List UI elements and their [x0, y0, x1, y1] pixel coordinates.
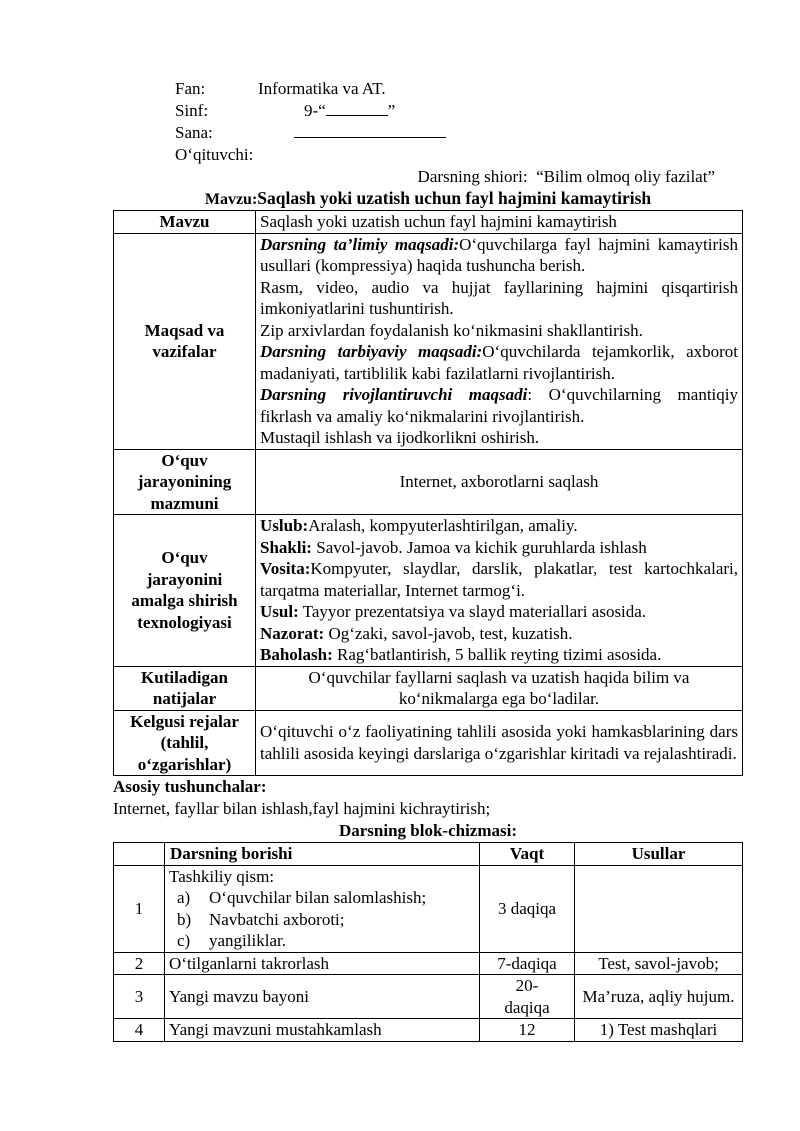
tashkiliy-title: Tashkiliy qism:	[169, 866, 275, 886]
schedule-row-1-num: 1	[114, 865, 165, 952]
sana-line	[175, 122, 800, 144]
lesson-motto: Darsning shiori: “Bilim olmoq oliy fazilat”	[417, 167, 715, 186]
tashkiliy-item-c	[169, 930, 475, 952]
topic-heading-label: Mavzu:	[204, 191, 258, 208]
texnologiya-paragraph	[260, 644, 738, 666]
tashkiliy-item-a	[169, 887, 475, 909]
nazorat-text: Og‘zaki, savol-javob, test, kuzatish.	[324, 623, 573, 643]
item-a-marker: a)	[177, 888, 191, 907]
info-label-mazmun: O‘quv jarayonining mazmuni	[114, 449, 256, 515]
sinf-blank-line	[326, 100, 388, 116]
schedule-header-vaqt: Vaqt	[480, 843, 575, 866]
maqsad-tarbiyaviy-term: Darsning tarbiyaviy maqsadi:	[260, 342, 483, 361]
vosita-term: Vosita:	[260, 559, 311, 578]
schedule-header-row	[114, 843, 743, 866]
baholash-text: Rag‘batlantirish, 5 ballik reyting tizimi asosida.	[332, 645, 662, 664]
sinf-label: Sinf:	[175, 101, 209, 120]
maqsad-talimiy-term: Darsning ta’limiy maqsadi:	[260, 234, 460, 254]
info-value-mazmun: Internet, axborotlarni saqlash	[256, 449, 743, 515]
item-c-text: yangiliklar.	[209, 931, 286, 950]
schedule-header-usullar: Usullar	[575, 843, 743, 866]
schedule-row-2-usullar: Test, savol-javob;	[575, 952, 743, 975]
schedule-row-1	[114, 865, 743, 952]
info-row-kelgusi	[114, 710, 743, 776]
topic-heading-text: Saqlash yoki uzatish uchun fayl hajmini kamaytirish	[257, 188, 652, 208]
info-label-texnologiya: O‘quv jarayonini amalga shirish texnologiyasi	[114, 515, 256, 667]
header-meta	[175, 0, 800, 166]
maqsad-rivojlantiruvchi-term: Darsning rivojlantiruvchi maqsadi	[260, 385, 528, 404]
sinf-value-suffix: ”	[387, 101, 396, 120]
maqsad-paragraph	[260, 384, 738, 427]
shakli-text: Savol-javob. Jamoa va kichik guruhlarda ishlash	[311, 537, 647, 557]
schedule-row-1-content	[165, 865, 480, 952]
key-concepts-section	[113, 776, 743, 842]
schedule-row-1-vaqt: 3 daqiqa	[480, 865, 575, 952]
vaqt-line-1: 20-	[515, 976, 539, 995]
maqsad-tarbiyaviy-text: O‘quvchilarda tejamkorlik, axborot madaniyati, tartiblilik kabi fazilatlarni rivojlantirish.	[260, 342, 738, 383]
info-label-kelgusi: Kelgusi rejalar (tahlil, o‘zgarishlar)	[114, 710, 256, 776]
maqsad-paragraph: Mustaqil ishlash va ijodkorlikni oshirish.	[260, 428, 540, 447]
lesson-info-table	[113, 210, 743, 776]
info-row-mazmun	[114, 449, 743, 515]
usul-text: Tayyor prezentatsiya va slayd materiallari asosida.	[298, 602, 647, 621]
teacher-label: O‘qituvchi:	[175, 145, 254, 164]
info-row-natijalar	[114, 666, 743, 710]
usul-term: Usul:	[260, 602, 299, 621]
fan-value: Informatika va AT.	[258, 79, 386, 98]
schedule-row-3	[114, 975, 743, 1019]
item-b-text: Navbatchi axboroti;	[209, 909, 345, 929]
schedule-row-2	[114, 952, 743, 975]
sana-blank-line	[294, 122, 446, 138]
info-row-maqsad	[114, 233, 743, 449]
texnologiya-paragraph	[260, 558, 738, 601]
vosita-text: Kompyuter, slaydlar, darslik, plakatlar, test kartochkalari, tarqatma materiallar, Internet tarmog‘i.	[260, 559, 738, 600]
item-b-marker: b)	[177, 909, 192, 929]
texnologiya-paragraph	[260, 601, 738, 623]
info-value-mavzu: Saqlash yoki uzatish uchun fayl hajmini kamaytirish	[256, 211, 743, 234]
baholash-term: Baholash:	[260, 645, 333, 664]
kelgusi-paragraph: O‘qituvchi o‘z faoliyatining tahlili asosida yoki hamkasblarining dars tahlili asosida keyingi darslariga o‘zgarishlar kiritadi va rejalashtiradi.	[260, 722, 738, 763]
maqsad-paragraph	[260, 341, 738, 384]
fan-line	[175, 78, 800, 100]
maqsad-rivojlantiruvchi-text: : O‘quvchilarning mantiqiy fikrlash va amaliy ko‘nikmalarini rivojlantirish.	[260, 385, 738, 426]
texnologiya-paragraph	[260, 515, 738, 537]
maqsad-paragraph	[260, 234, 738, 277]
sinf-value-prefix: 9-“	[304, 101, 326, 120]
schedule-header-borishi: Darsning borishi	[165, 843, 480, 866]
info-value-natijalar: O‘quvchilar fayllarni saqlash va uzatish haqida bilim va ko‘nikmalarga ega bo‘ladilar.	[256, 666, 743, 710]
sana-label: Sana:	[175, 123, 213, 142]
maqsad-paragraph: Zip arxivlardan foydalanish ko‘nikmasini shakllantirish.	[260, 320, 643, 340]
schedule-row-4-usullar: 1) Test mashqlari	[575, 1019, 743, 1042]
item-c-marker: c)	[177, 931, 191, 950]
maqsad-talimiy-text: O‘quvchilarga fayl hajmini kamaytirish usullari (kompressiya) haqida tushuncha berish.	[260, 234, 738, 275]
tashkiliy-item-b	[169, 909, 475, 931]
nazorat-term: Nazorat:	[260, 623, 325, 643]
info-label-maqsad: Maqsad va vazifalar	[114, 233, 256, 449]
schedule-row-2-num: 2	[114, 952, 165, 975]
sana-value	[294, 122, 446, 144]
key-concepts-text: Internet, fayllar bilan ishlash,fayl hajmini kichraytirish;	[113, 799, 491, 818]
block-diagram-heading: Darsning blok-chizmasi:	[338, 821, 518, 840]
schedule-row-4-vaqt: 12	[480, 1019, 575, 1042]
info-row-texnologiya	[114, 515, 743, 667]
schedule-row-3-num: 3	[114, 975, 165, 1019]
item-a-text: O‘quvchilar bilan salomlashish;	[209, 888, 427, 907]
schedule-row-3-content: Yangi mavzu bayoni	[165, 975, 480, 1019]
info-label-natijalar: Kutiladigan natijalar	[114, 666, 256, 710]
uslub-text: Aralash, kompyuterlashtirilgan, amaliy.	[308, 516, 578, 535]
sinf-value	[304, 100, 395, 122]
schedule-row-3-usullar: Ma’ruza, aqliy hujum.	[575, 975, 743, 1019]
info-label-mavzu: Mavzu	[114, 211, 256, 234]
schedule-row-4-num: 4	[114, 1019, 165, 1042]
shakli-term: Shakli:	[260, 537, 312, 557]
topic-heading	[113, 188, 743, 210]
info-value-maqsad	[256, 233, 743, 449]
schedule-row-3-vaqt	[480, 975, 575, 1019]
vaqt-line-2: daqiqa	[504, 997, 550, 1017]
schedule-row-2-content: O‘tilganlarni takrorlash	[165, 952, 480, 975]
info-value-kelgusi	[256, 710, 743, 776]
schedule-row-4-content: Yangi mavzuni mustahkamlash	[165, 1019, 480, 1042]
maqsad-paragraph: Rasm, video, audio va hujjat fayllarining hajmini qisqartirish imkoniyatlarini tushuntirish.	[260, 277, 738, 318]
teacher-line	[175, 144, 800, 166]
sinf-line	[175, 100, 800, 122]
schedule-row-1-usullar	[575, 865, 743, 952]
texnologiya-paragraph	[260, 537, 738, 559]
texnologiya-paragraph	[260, 623, 738, 645]
info-value-texnologiya	[256, 515, 743, 667]
uslub-term: Uslub:	[260, 516, 309, 535]
schedule-header-num	[114, 843, 165, 866]
info-row-mavzu	[114, 211, 743, 234]
lesson-schedule-table	[113, 842, 743, 1042]
schedule-row-4	[114, 1019, 743, 1042]
key-concepts-heading: Asosiy tushunchalar:	[113, 777, 267, 796]
fan-label: Fan:	[175, 79, 206, 98]
schedule-row-2-vaqt: 7-daqiqa	[480, 952, 575, 975]
